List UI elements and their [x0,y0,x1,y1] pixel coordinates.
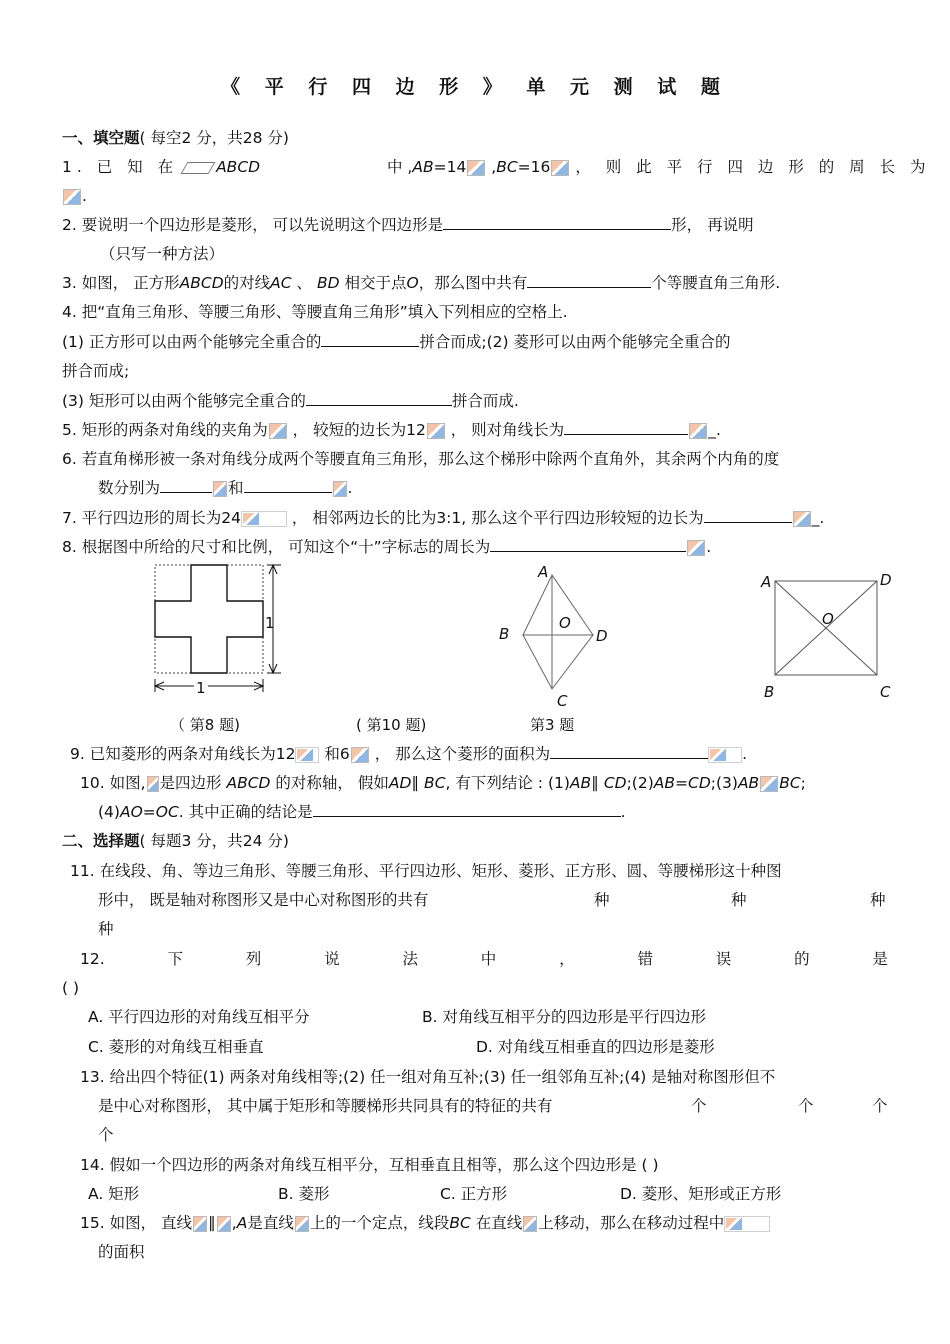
answer-blank[interactable] [160,477,212,493]
kite-label-c: C [557,692,568,710]
kite-label-a: A [538,563,549,581]
image-placeholder-icon [467,160,485,176]
option-12-a[interactable]: A. 平行四边形的对角线互相平分 [88,1008,310,1026]
kite-figure [505,565,605,710]
question-6-cont: 数分别为 和 . [98,479,353,497]
answer-blank[interactable] [550,743,708,759]
answer-blank[interactable] [564,419,688,435]
question-1: 1. 已 知 在 ABCD 中 ,AB=14 ,BC=16 ， 则 此 平 行 四 边 形 的 周 长 为 [62,158,931,176]
question-15-cont: 的面积 [98,1243,145,1261]
option-14-a[interactable]: A. 矩形 [88,1185,140,1203]
image-placeholder-icon [269,423,287,439]
kite-label-b: B [499,625,510,643]
section-1-heading [62,127,289,149]
image-placeholder-icon [351,747,369,763]
question-10-cont: (4)AO=OC. 其中正确的结论是 . [98,803,626,821]
question-2-cont: （只写一种方法） [100,245,225,263]
cross-dimension-bottom: 1 [196,679,206,697]
answer-blank[interactable] [313,801,621,817]
image-placeholder-icon [687,540,705,556]
image-placeholder-icon [295,1216,309,1232]
image-placeholder-icon [523,1216,537,1232]
image-placeholder-icon [147,776,159,792]
question-2: 2. 要说明一个四边形是菱形， 可以先说明这个四边形是 形， 再说明 [62,216,754,234]
answer-blank[interactable] [704,507,792,523]
question-6: 6. 若直角梯形被一条对角线分成两个等腰直角三角形，那么这个梯形中除两个直角外，其余两个内角的度 [62,450,780,468]
image-placeholder-icon [689,423,707,439]
question-14: 14. 假如一个四边形的两条对角线互相平分，互相垂直且相等，那么这个四边形是 ( ) [80,1156,659,1174]
question-4-part-2: 拼合而成; [62,362,130,380]
option-12-c[interactable]: C. 菱形的对角线互相垂直 [88,1038,264,1056]
kite-label-d: D [596,627,608,645]
option-14-b[interactable]: B. 菱形 [278,1185,330,1203]
section-1-label: 一、填空题 [62,129,140,147]
section-1-note: ( 每空2 分，共28 分) [139,129,289,147]
caption-q10: ( 第10 题) [356,716,427,734]
question-3: 3. 如图， 正方形ABCD的对线AC 、 BD 相交于点O，那么图中共有 个等腰直角三角形. [62,274,781,292]
option-12-b[interactable]: B. 对角线互相平分的四边形是平行四边形 [422,1008,706,1026]
question-8: 8. 根据图中所给的尺寸和比例， 可知这个“十”字标志的周长为 . [62,538,712,556]
image-placeholder-icon [295,747,319,763]
question-4-part-1: (1) 正方形可以由两个能够完全重合的 拼合而成;(2) 菱形可以由两个能够完全重合的 [62,333,731,351]
image-placeholder-icon [333,481,347,497]
image-placeholder-icon [63,189,81,205]
question-1-cont: . [62,185,87,207]
section-2-label: 二、选择题 [62,832,140,850]
answer-blank[interactable] [527,272,651,288]
answer-blank[interactable] [443,214,671,230]
section-2-note: ( 每题3 分，共24 分) [139,832,289,850]
image-placeholder-icon [708,747,742,763]
option-12-d[interactable]: D. 对角线互相垂直的四边形是菱形 [476,1038,715,1056]
question-12: 12. 下 列 说 法 中 ， 错 误 的 是 [80,950,888,968]
image-placeholder-icon [724,1216,770,1232]
cross-dimension-right: 1 [265,614,275,632]
image-placeholder-icon [793,511,811,527]
parallelogram-symbol [181,162,216,174]
question-9: 9. 已知菱形的两条对角线长为12 和6 ， 那么这个菱形的面积为 . [70,745,748,763]
image-placeholder-icon [217,1216,231,1232]
image-placeholder-icon [760,776,778,792]
question-12-paren: ( ) [62,979,80,997]
kite-label-o: O [559,614,571,632]
image-placeholder-icon [193,1216,207,1232]
question-11: 11. 在线段、角、等边三角形、等腰三角形、平行四边形、矩形、菱形、正方形、圆、等腰梯形这十种图 [70,862,782,880]
caption-q3: 第3 题 [530,716,575,734]
square-label-c: C [880,683,891,701]
answer-blank[interactable] [321,331,419,347]
image-placeholder-icon [241,511,287,527]
square-label-o: O [822,610,834,628]
answer-blank[interactable] [244,477,332,493]
question-13-cont: 是中心对称图形， 其中属于矩形和等腰梯形共同具有的特征的共有 个 个 个 [98,1097,888,1115]
question-7: 7. 平行四边形的周长为24 ， 相邻两边长的比为3:1, 那么这个平行四边形较短的边长为 _. [62,509,825,527]
question-4-part-3: (3) 矩形可以由两个能够完全重合的 拼合而成. [62,392,519,410]
question-13-cont2: 个 [98,1126,114,1144]
image-placeholder-icon [551,160,569,176]
option-14-c[interactable]: C. 正方形 [440,1185,508,1203]
section-2-heading [62,830,289,852]
square-label-b: B [764,683,775,701]
answer-blank[interactable] [306,390,452,406]
square-label-a: A [761,573,772,591]
image-placeholder-icon [427,423,445,439]
question-10: 10. 如图, 是四边形 ABCD 的对称轴， 假如AD∥ BC, 有下列结论 : (1)AB∥ CD;(2)AB=CD;(3)AB BC; [80,774,806,792]
image-placeholder-icon [213,481,227,497]
caption-q8: （ 第8 题) [170,716,240,734]
answer-blank[interactable] [490,536,686,552]
question-11-cont: 形中， 既是轴对称图形又是中心对称图形的共有 种 种 种 [98,891,886,909]
question-15: 15. 如图， 直线 ∥ ,A是直线 上的一个定点，线段BC 在直线 上移动，那么在移动过程中 [80,1212,770,1234]
question-4: 4. 把“直角三角形、等腰三角形、等腰直角三角形”填入下列相应的空格上. [62,303,568,321]
option-14-d[interactable]: D. 菱形、矩形或正方形 [620,1185,782,1203]
question-5: 5. 矩形的两条对角线的夹角为 ， 较短的边长为12 ， 则对角线长为 _. [62,421,721,439]
question-11-cont2: 种 [98,920,114,938]
question-13: 13. 给出四个特征(1) 两条对角线相等;(2) 任一组对角互补;(3) 任一组邻角互补;(4) 是轴对称图形但不 [80,1068,776,1086]
square-label-d: D [880,571,892,589]
page-title: 《 平 行 四 边 形 》 单 元 测 试 题 [221,76,729,98]
